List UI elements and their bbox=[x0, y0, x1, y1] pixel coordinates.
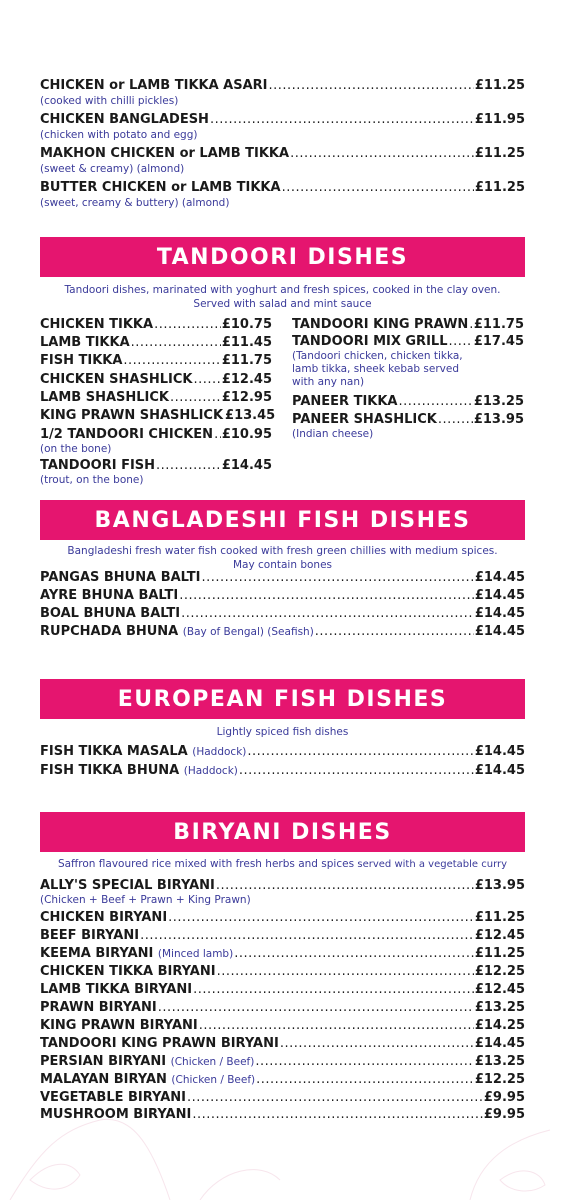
menu-item: CHICKEN or LAMB TIKKA ASARI ..... £11.25 bbox=[40, 78, 525, 94]
menu-item: FISH TIKKA BHUNA (Haddock) ..... £14.45 bbox=[40, 763, 525, 779]
menu-item: TANDOORI KING PRAWN BIRYANI ..... £14.45 bbox=[40, 1036, 525, 1052]
menu-item: ALLY'S SPECIAL BIRYANI ..... £13.95 bbox=[40, 878, 525, 894]
menu-item: CHICKEN SHASHLICK ..... £12.45 bbox=[40, 372, 272, 388]
menu-item: BOAL BHUNA BALTI ..... £14.45 bbox=[40, 606, 525, 622]
section-subtitle: Lightly spiced fish dishes bbox=[216, 726, 349, 738]
menu-item: LAMB SHASHLICK ..... £12.95 bbox=[40, 390, 272, 406]
item-description: (on the bone) bbox=[40, 443, 112, 455]
item-description: (trout, on the bone) bbox=[40, 474, 144, 486]
menu-item: KING PRAWN SHASHLICK £13.45 bbox=[40, 408, 276, 423]
menu-item: AYRE BHUNA BALTI ..... £14.45 bbox=[40, 588, 525, 604]
menu-item: MALAYAN BIRYAN (Chicken / Beef) ..... £12.25 bbox=[40, 1072, 525, 1088]
menu-item: KEEMA BIRYANI (Minced lamb) ..... £11.25 bbox=[40, 946, 525, 962]
item-description: (chicken with potato and egg) bbox=[40, 129, 198, 141]
section-subtitle: May contain bones bbox=[232, 559, 333, 571]
item-description: (Indian cheese) bbox=[292, 428, 374, 440]
menu-item: BEEF BIRYANI ..... £12.45 bbox=[40, 928, 525, 944]
item-description: (sweet, creamy & buttery) (almond) bbox=[40, 197, 230, 209]
menu-item: FISH TIKKA MASALA (Haddock) ..... £14.45 bbox=[40, 744, 525, 760]
menu-item: MUSHROOM BIRYANI ..... £9.95 bbox=[40, 1107, 525, 1123]
menu-item: TANDOORI MIX GRILL ..... £17.45 bbox=[292, 334, 524, 350]
menu-item: PANEER SHASHLICK ..... £13.95 bbox=[292, 412, 524, 428]
menu-item: CHICKEN TIKKA BIRYANI ..... £12.25 bbox=[40, 964, 525, 980]
menu-item: LAMB TIKKA BIRYANI ..... £12.45 bbox=[40, 982, 525, 998]
section-title-european: EUROPEAN FISH DISHES bbox=[40, 679, 525, 719]
section-title-biryani: BIRYANI DISHES bbox=[40, 812, 525, 852]
item-description: (sweet & creamy) (almond) bbox=[40, 163, 185, 175]
section-subtitle: Saffron flavoured rice mixed with fresh herbs and spices served with a vegetable curry bbox=[57, 858, 508, 870]
item-description: (Tandoori chicken, chicken tikka, bbox=[292, 350, 463, 362]
menu-item: MAKHON CHICKEN or LAMB TIKKA ..... £11.25 bbox=[40, 146, 525, 162]
menu-item: RUPCHADA BHUNA (Bay of Bengal) (Seafish) ..... £14.45 bbox=[40, 624, 525, 640]
menu-item: LAMB TIKKA ..... £11.45 bbox=[40, 335, 272, 351]
menu-item: BUTTER CHICKEN or LAMB TIKKA ..... £11.25 bbox=[40, 180, 525, 196]
menu-item: PANEER TIKKA ..... £13.25 bbox=[292, 394, 524, 410]
item-description: (cooked with chilli pickles) bbox=[40, 95, 179, 107]
item-description: lamb tikka, sheek kebab served bbox=[292, 363, 460, 375]
menu-item: CHICKEN TIKKA ..... £10.75 bbox=[40, 317, 272, 333]
menu-item: PANGAS BHUNA BALTI ..... £14.45 bbox=[40, 570, 525, 586]
section-title-bangladeshi: BANGLADESHI FISH DISHES bbox=[40, 500, 525, 540]
menu-item: PERSIAN BIRYANI (Chicken / Beef) ..... £13.25 bbox=[40, 1054, 525, 1070]
menu-item: VEGETABLE BIRYANI ..... £9.95 bbox=[40, 1090, 525, 1106]
menu-item: KING PRAWN BIRYANI ..... £14.25 bbox=[40, 1018, 525, 1034]
menu-item: TANDOORI KING PRAWN ..... £11.75 bbox=[292, 317, 524, 333]
item-description: (Chicken + Beef + Prawn + King Prawn) bbox=[40, 894, 251, 906]
menu-item: CHICKEN BANGLADESH ..... £11.95 bbox=[40, 112, 525, 128]
section-subtitle: Tandoori dishes, marinated with yoghurt and fresh spices, cooked in the clay oven. bbox=[64, 284, 501, 296]
menu-item: PRAWN BIRYANI ..... £13.25 bbox=[40, 1000, 525, 1016]
item-description: with any nan) bbox=[292, 376, 365, 388]
menu-item: CHICKEN BIRYANI ..... £11.25 bbox=[40, 910, 525, 926]
section-subtitle: Served with salad and mint sauce bbox=[193, 298, 372, 310]
section-subtitle: Bangladeshi fresh water fish cooked with fresh green chillies with medium spices. bbox=[67, 545, 498, 557]
section-title-tandoori: TANDOORI DISHES bbox=[40, 237, 525, 277]
menu-item: TANDOORI FISH ..... £14.45 bbox=[40, 458, 272, 474]
menu-item: FISH TIKKA ..... £11.75 bbox=[40, 353, 272, 369]
menu-item: 1/2 TANDOORI CHICKEN ..... £10.95 bbox=[40, 427, 272, 443]
